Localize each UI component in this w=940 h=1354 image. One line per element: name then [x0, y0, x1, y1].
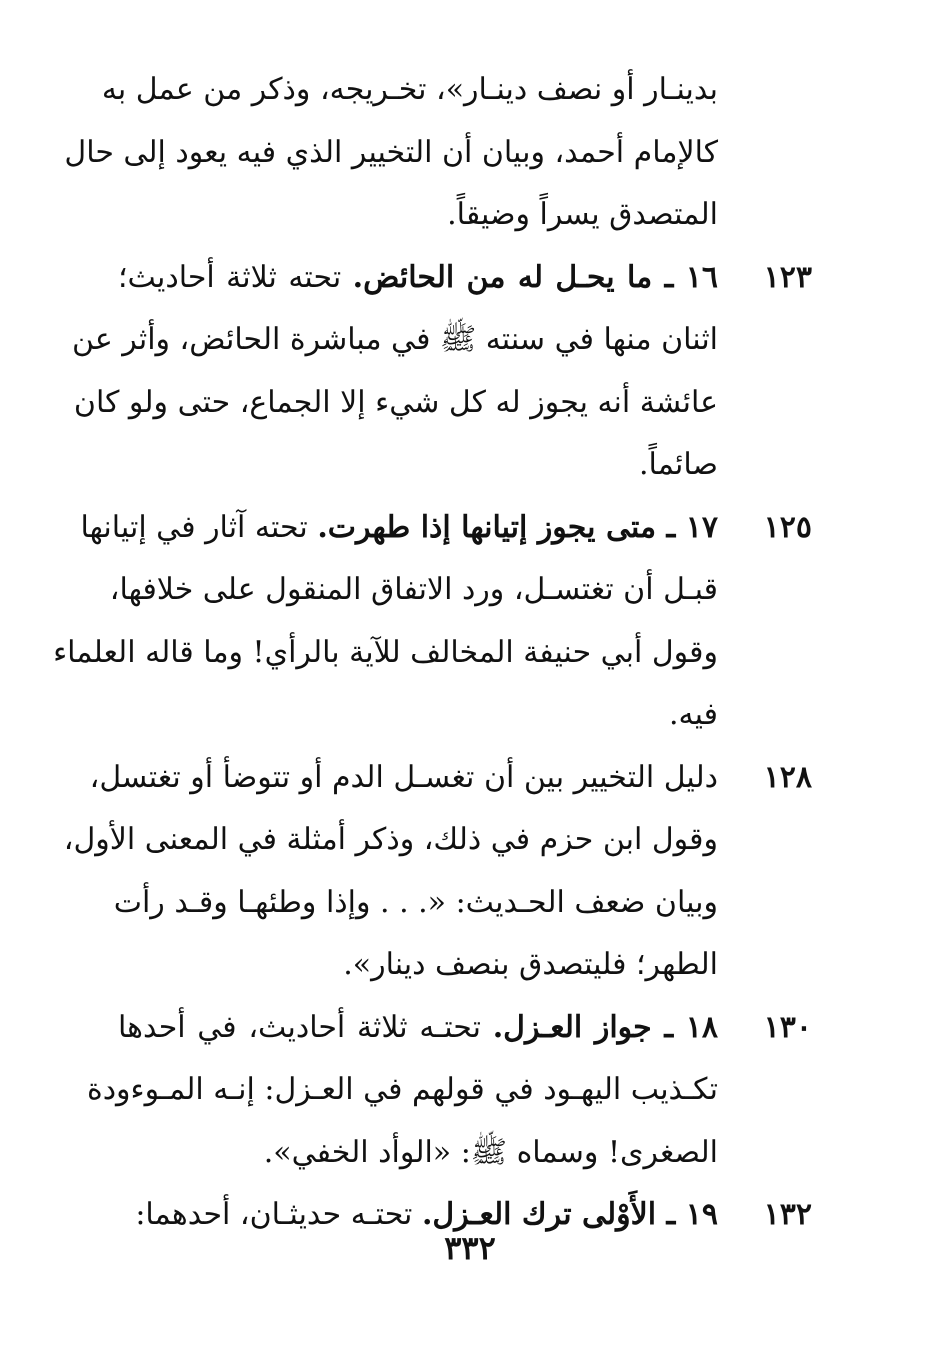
entry-text-line: [118, 195, 718, 235]
entry-heading: ١٨ ـ جواز العـزل.: [492, 1009, 718, 1045]
entry-text: بدينـار أو نصف دينـار»، تخـريجه، وذكر من عمل به: [101, 72, 718, 107]
entry-text: تحته آثار في إتيانها: [80, 509, 318, 545]
entry-text: تحتـه ثلاثة أحاديث، في أحدها: [118, 1009, 493, 1045]
entry-text: وقول أبي حنيفة المخالف للآية بالرأي! وما قاله العلماء: [53, 634, 718, 670]
entry-page-reference: ١٣٢: [763, 1197, 812, 1232]
entry-text: تحتـه حديثـان، أحدهما:: [135, 1197, 422, 1232]
entry-text: كالإمام أحمد، وبيان أن التخيير الذي فيه يعود إلى حال: [64, 134, 718, 170]
entry-page-reference: ١٢٨: [763, 759, 812, 795]
entry-text-line: [113, 883, 718, 923]
entry-text-line: [109, 570, 718, 610]
entry-text-line: [118, 945, 718, 985]
entry-text-line: [101, 70, 718, 110]
entry-text-line: [86, 1070, 718, 1110]
entry-text-line: [63, 820, 718, 860]
entry-text-line: [53, 633, 718, 673]
entry-page-reference: ١٣٠: [763, 1009, 812, 1045]
entry-text: تحته ثلاثة أحاديث؛: [118, 259, 353, 295]
entry-text: وبيان ضعف الحـديث: «. . . وإذا وطئهـا وقـد رأت: [113, 884, 718, 920]
entry-text: الصغرى! وسماه ﷺ: «الوأد الخفي».: [263, 1134, 718, 1170]
entry-text: الطهر؛ فليتصدق بنصف دينار».: [343, 947, 718, 982]
entry-heading: ١٩ ـ الأَوْلى ترك العـزل.: [421, 1197, 718, 1232]
entry-text-line: [89, 758, 718, 798]
entry-text-line: [72, 320, 718, 360]
entry-page-reference: ١٢٣: [763, 259, 812, 295]
entry-text: عائشة أنه يجوز له كل شيء إلا الجماع، حتى ولو كان: [73, 384, 718, 420]
entry-heading: ١٧ ـ متى يجوز إتيانها إذا طهرت.: [317, 509, 718, 545]
entry-text: المتصدق يسراً وضيقاً.: [447, 197, 718, 232]
entry-text-line: [80, 508, 718, 548]
entry-text-line: [64, 133, 718, 173]
entry-text: قبـل أن تغتسـل، ورد الاتفاق المنقول على خلافها،: [109, 572, 718, 607]
entry-text: وقول ابن حزم في ذلك، وذكر أمثلة في المعنى الأول،: [63, 822, 718, 857]
entry-text: دليل التخيير بين أن تغسـل الدم أو تتوضأ أو تغتسل،: [89, 759, 718, 795]
entry-heading: ١٦ ـ ما يحـل له من الحائض.: [352, 259, 718, 295]
entry-text-line: [118, 445, 718, 485]
entry-text-line: [118, 1008, 718, 1048]
entry-text: تكـذيب اليهـود في قولهم في العـزل: إنـه المـوءودة: [86, 1072, 718, 1107]
entry-text-line: [118, 258, 718, 298]
page-number: ٣٣٢: [444, 1229, 496, 1267]
entry-text-line: [118, 1133, 718, 1173]
entry-text: فيه.: [668, 697, 718, 732]
entry-text: صائماً.: [639, 447, 718, 482]
entry-text: اثنان منها في سنته ﷺ في مباشرة الحائض، وأثر عن: [72, 322, 718, 357]
entry-page-reference: ١٢٥: [763, 509, 812, 545]
entry-text-line: [118, 695, 718, 735]
entry-text-line: [73, 383, 718, 423]
